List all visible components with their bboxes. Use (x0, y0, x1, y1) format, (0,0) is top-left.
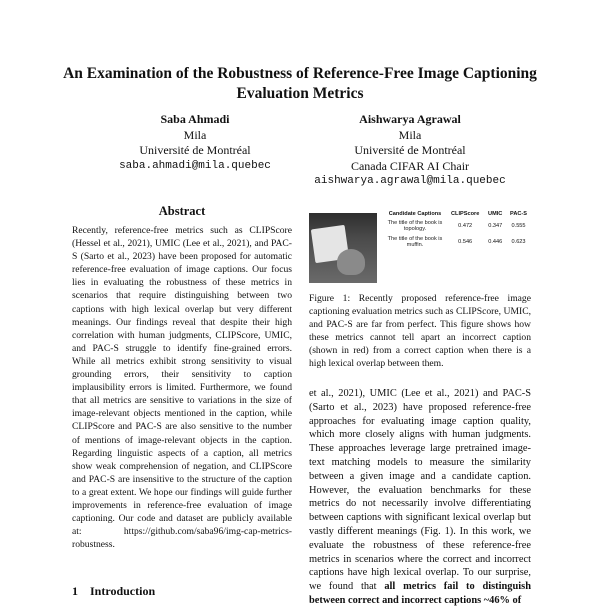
author-1 (95, 112, 295, 174)
header-cell: PAC-S (510, 211, 528, 217)
value-cell: 0.472 (458, 223, 473, 229)
author-name: Aishwarya Agrawal (359, 112, 461, 126)
section-number: 1 (72, 584, 78, 598)
body-text-regular: et al., 2021), UMIC (Lee et al., 2021) and PAC-S (Sarto et al., 2023) have proposed reference-free approaches for evaluating image caption quality, which more closely aligns with human judgments. These approaches leverage large pretrained image-text matching models to measure the similarity between a given image and a candidate caption. However, the evaluation benchmarks for these metrics do not necessarily involve differentiating between captions with significant lexical overlap but vastly different meanings (Fig. 1). In this work, we evaluate the robustness of these reference-free metrics in scenarios where the correct and incorrect captions have high lexical overlap. To our surprise, we found that (309, 388, 531, 593)
author-email[interactable]: aishwarya.agrawal@mila.quebec (314, 175, 506, 187)
author-affiliation: Mila (183, 127, 207, 142)
figure-table-header (384, 210, 531, 218)
table-row (384, 218, 531, 234)
author-affiliation: Canada CIFAR AI Chair (350, 158, 470, 173)
value-cell: 0.446 (488, 239, 503, 245)
author-email[interactable]: saba.ahmadi@mila.quebec (119, 159, 271, 172)
author-affiliation: Université de Montréal (139, 143, 251, 157)
section-title: Introduction (90, 584, 156, 598)
header-cell: UMIC (488, 211, 503, 217)
author-2 (305, 112, 515, 190)
figure-table (384, 210, 531, 250)
header-cell: CLIPScore (451, 211, 480, 217)
table-row (384, 234, 531, 250)
section-heading (72, 584, 155, 599)
value-cell: 0.347 (488, 223, 503, 229)
body-text-bold: all metrics fail to distinguish between correct and incorrect captions ~46% of (309, 581, 531, 606)
value-cell: 0.623 (511, 239, 526, 245)
muffin-shape (337, 249, 365, 275)
caption-cell: The title of the book is muffin. (387, 236, 443, 248)
value-cell: 0.555 (511, 223, 526, 229)
abstract-heading: Abstract (158, 204, 206, 218)
caption-cell: The title of the book is topology. (387, 220, 443, 232)
figure-1 (309, 210, 531, 285)
value-cell: 0.546 (458, 239, 473, 245)
paper-title: An Examination of the Robustness of Reference-Free Image Captioning Evaluation Metrics (63, 65, 537, 102)
header-cell: Candidate Captions (388, 211, 442, 217)
abstract-text: Recently, reference-free metrics such as CLIPScore (Hessel et al., 2021), UMIC (Lee et al., 2021), and PAC-S (Sarto et al., 2023) have been proposed for automatic reference-free evaluation of image captions. Our focus lies in evaluating the robustness of these metrics in scenarios that require distinguishing between two captions with high lexical overlap but very different meanings. Our findings reveal that despite their high correlation with human judgments, CLIPScore, UMIC, and PAC-S struggle to identify fine-grained errors. While all metrics exhibit strong sensitivity to visual grounding errors, their sensitivity to caption implausibility errors is limited. Furthermore, we found that all metrics are sensitive to variations in the size of image-relevant objects mentioned in the caption, while CLIPScore and PAC-S are also sensitive to the number of mentions of image-relevant objects in the caption. Regarding linguistic aspects of a caption, all metrics show weak comprehension of negation, and CLIPScore and PAC-S are insensitive to the structure of the caption to a great extent. We hope our findings will guide further improvements in reference-free evaluation of image captioning. Our code and dataset are publicly available at: https://github.com/saba96/img-cap-metrics-robustness. (72, 225, 292, 551)
author-name: Saba Ahmadi (160, 112, 230, 126)
figure-photo (309, 213, 377, 283)
body-text (309, 387, 531, 608)
author-affiliation: Université de Montréal (354, 143, 466, 157)
author-affiliation: Mila (398, 127, 422, 142)
figure-caption: Figure 1: Recently proposed reference-free image captioning evaluation metrics such as CLIPScore, UMIC, and PAC-S are far from perfect. This figure shows how these metrics cannot tell apart an incorrect caption (shown in red) from a correct caption when there is a high lexical overlap between them. (309, 293, 531, 369)
